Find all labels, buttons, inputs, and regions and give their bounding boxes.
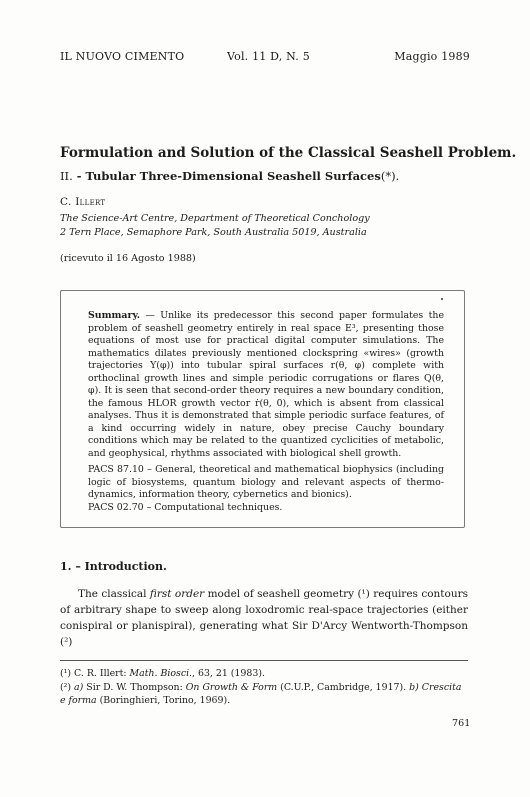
pacs-codes: [88, 464, 444, 514]
fn1-rest: , 63, 21 (1983).: [192, 668, 265, 679]
footnote-rule: [60, 660, 468, 661]
fn2-author: Sir D. W. Thompson:: [83, 681, 186, 693]
journal-name: IL NUOVO CIMENTO: [60, 50, 185, 63]
intro-text-b: model of seashell geometry (¹) requires contours of arbitrary shape to sweep along loxodromic real-space trajectories (either conispiral or planispiral), generating what Sir D'Arcy Wentworth-Thompson (²): [60, 588, 468, 648]
received-date: (ricevuto il 16 Agosto 1988): [60, 253, 196, 264]
fn1-journal: Math. Biosci.: [129, 668, 193, 679]
subtitle-footnote-ref: (*).: [380, 169, 400, 183]
pacs-code-1: PACS 87.10 – General, theoretical and mathematical biophysics (including logic of biosystems, quantum biology and relevant aspects of thermo-dynamics, information theory, cybernetics and bionics).: [88, 464, 444, 500]
author-name: C. Illert: [60, 196, 106, 208]
print-speck: [441, 298, 443, 300]
fn2-rest: (Boringhieri, Torino, 1969).: [96, 695, 231, 706]
fn1-author: C. R. Illert:: [71, 668, 130, 679]
summary-text: — Unlike its predecessor this second paper formulates the problem of seashell geometry entirely in real space E³, presenting those equations of most use for practical digital computer simulations. The mathematics dilates previously mentioned clockspring «wires» (growth trajectories Y(φ)) into tubular spiral surfaces r(θ, φ) complete with orthoclinal growth lines and simple periodic corrugations or flares Q(θ, φ). It is seen that second-order theory requires a new boundary condition, the famous HLOR growth vector ṙ(θ, 0), which is absent from classical analyses. Thus it is demonstrated that simple periodic surface features, of a kind occurring widely in nature, obey precise Cauchy boundary conditions which may be related to the quantized cyclicities of metabolic, and geophysical, rhythms associated with biological shell growth.: [88, 310, 444, 459]
intro-italic: first order: [149, 588, 205, 600]
fn2-a: a): [71, 681, 84, 693]
fn2-mid: (C.U.P., Cambridge, 1917).: [277, 681, 410, 693]
fn2-book2: Crescita e forma: [60, 681, 462, 706]
fn2-mark: (²): [60, 681, 72, 693]
affiliation-line-1: The Science-Art Centre, Department of Theoretical Conchology: [60, 213, 370, 224]
fn2-book: On Growth & Form: [185, 681, 278, 693]
affiliation-line-2: 2 Tern Place, Semaphore Park, South Australia 5019, Australia: [60, 227, 367, 238]
footnotes: [60, 667, 468, 708]
summary-paragraph: [88, 310, 444, 460]
summary-label: Summary.: [88, 310, 141, 321]
volume-issue: Vol. 11 D, N. 5: [227, 50, 310, 63]
introduction-paragraph: [60, 586, 468, 650]
author-affiliation: [60, 212, 490, 240]
intro-text-a: The classical: [78, 588, 150, 600]
footnote-1: [60, 667, 468, 681]
issue-date: Maggio 1989: [394, 50, 470, 63]
fn1-mark: (¹): [60, 668, 72, 679]
page-number: 761: [452, 718, 471, 729]
pacs-code-2: PACS 02.70 – Computational techniques.: [88, 501, 283, 513]
footnote-2: [60, 681, 468, 708]
article-subtitle: [60, 169, 490, 183]
fn2-b: b): [409, 681, 419, 693]
article-title: Formulation and Solution of the Classical Seashell Problem.: [60, 145, 517, 161]
section-heading-introduction: 1. – Introduction.: [60, 560, 167, 573]
subtitle-part-number: II.: [60, 169, 73, 183]
subtitle-text: - Tubular Three-Dimensional Seashell Surfaces: [72, 169, 381, 183]
